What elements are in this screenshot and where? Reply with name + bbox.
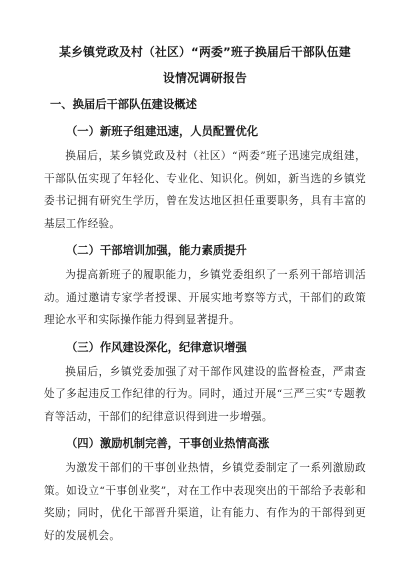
subsection-heading-2: （二）干部培训加强，能力素质提升 <box>66 244 247 257</box>
subsection-heading-4: （四）激励机制完善，干事创业热情高涨 <box>66 437 270 450</box>
subsection-paragraph-4: 为激发干部们的干事创业热情，乡镇党委制定了一系列激励政策。如设立“干事创业奖”，对在工作中表现突出的干部给予表彰和奖励；同时，优化干部晋升渠道，让有能力、有作为的干部得到更好的发展机会。 <box>44 462 366 542</box>
subsection-paragraph-3: 换届后，乡镇党委加强了对干部作风建设的监督检查，严肃查处了多起违反工作纪律的行为。同时，通过开展“三严三实”专题教育等活动，干部们的纪律意识得到进一步增强。 <box>44 365 366 423</box>
subsection-heading-3: （三）作风建设深化，纪律意识增强 <box>66 340 247 354</box>
section-heading-overview: 一、换届后干部队伍建设概述 <box>50 98 197 111</box>
document-title-line-1: 某乡镇党政及村（社区）“两委”班子换届后干部队伍建 <box>59 45 351 59</box>
document-title-line-2: 设情况调研报告 <box>163 71 247 85</box>
subsection-paragraph-1: 换届后，某乡镇党政及村（社区）“两委”班子迅速完成组建，干部队伍实现了年轻化、专业化、知识化。例如，新当选的乡镇党委书记拥有研究生学历，曾在发达地区担任重要职务，具有丰富的基层工作经验。 <box>44 150 366 230</box>
subsection-paragraph-2: 为提高新班子的履职能力，乡镇党委组织了一系列干部培训活动。通过邀请专家学者授课、开展实地考察等方式，干部们的政策理论水平和实际操作能力得到显著提升。 <box>44 269 366 326</box>
subsection-heading-1: （一）新班子组建迅速，人员配置优化 <box>66 125 259 138</box>
